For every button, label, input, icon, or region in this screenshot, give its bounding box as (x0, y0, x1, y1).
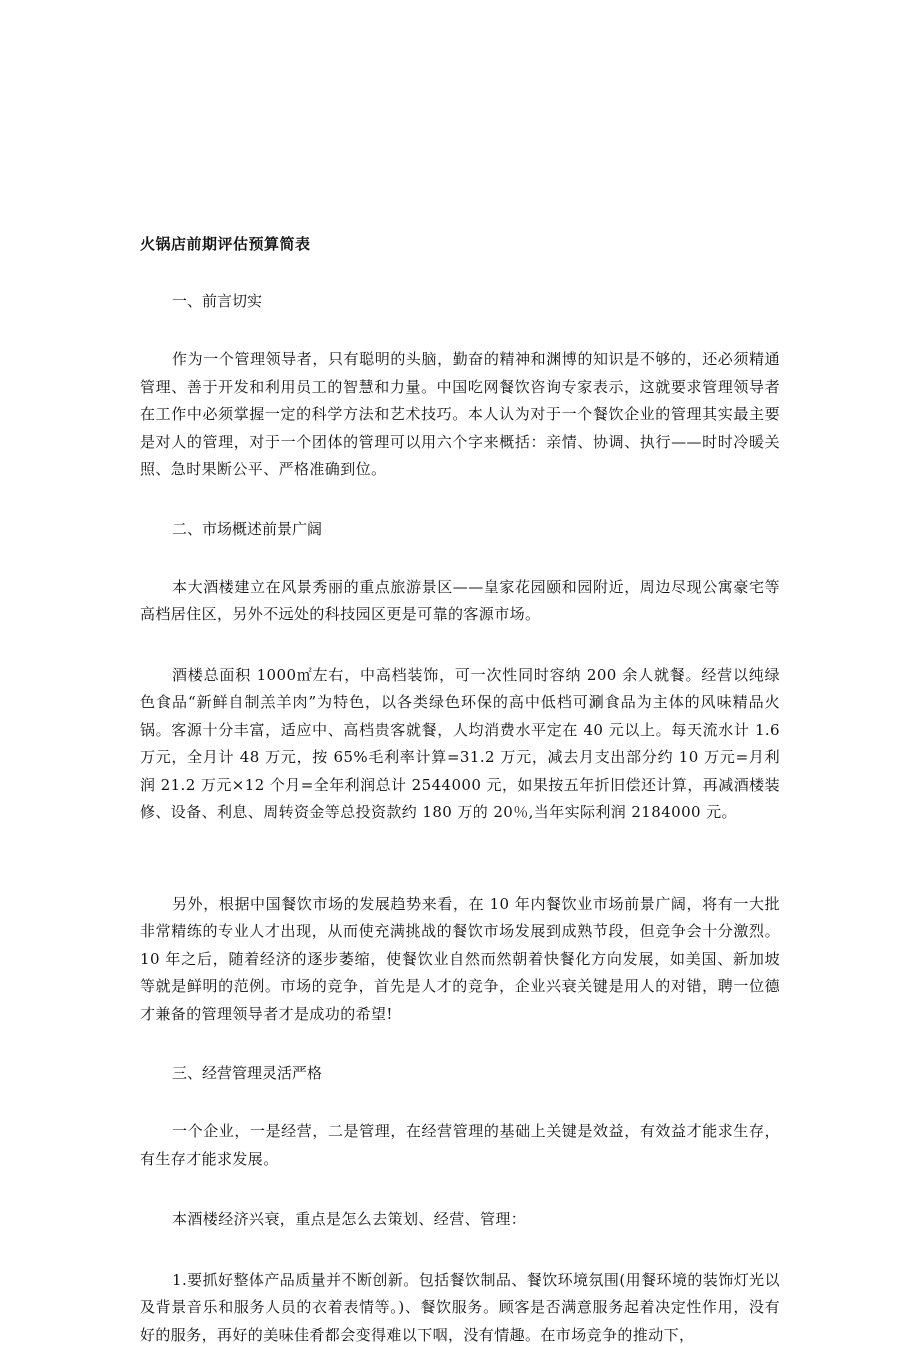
document-title: 火锅店前期评估预算简表 (140, 232, 780, 256)
spacer (140, 1234, 780, 1267)
paragraph-quality: 1.要抓好整体产品质量并不断创新。包括餐饮制品、餐饮环境氛围(用餐环境的装饰灯光以及背景音乐和服务人员的衣着表情等。)、餐饮服务。顾客是否满意服务起着决定性作用，没有好的服务，再好的美味佳肴都会变得难以下咽，没有情趣。在市场竞争的推动下， (140, 1267, 780, 1349)
spacer (140, 1173, 780, 1206)
spacer (140, 1085, 780, 1118)
section-heading-market: 二、市场概述前景广阔 (140, 517, 780, 541)
spacer (140, 484, 780, 517)
spacer (140, 629, 780, 662)
spacer (140, 541, 780, 574)
spacer (140, 256, 780, 289)
paragraph-management: 作为一个管理领导者，只有聪明的头脑，勤奋的精神和渊博的知识是不够的，还必须精通管理、善于开发和利用员工的智慧和力量。中国吃网餐饮咨询专家表示，这就要求管理领导者在工作中必须掌握一定的科学方法和艺术技巧。本人认为对于一个餐饮企业的管理其实最主要是对人的管理，对于一个团体的管理可以用六个字来概括：亲情、协调、执行——时时冷暖关照、急时果断公平、严格准确到位。 (140, 346, 780, 484)
spacer (140, 1028, 780, 1061)
paragraph-strategy: 本酒楼经济兴衰，重点是怎么去策划、经营、管理： (140, 1206, 780, 1234)
paragraph-location: 本大酒楼建立在风景秀丽的重点旅游景区——皇家花园颐和园附近，周边尽现公寓豪宅等高档居住区，另外不远处的科技园区更是可靠的客源市场。 (140, 574, 780, 629)
paragraph-budget: 酒楼总面积 1000㎡左右，中高档装饰，可一次性同时容纳 200 余人就餐。经营以纯绿色食品“新鲜自制羔羊肉”为特色，以各类绿色环保的高中低档可涮食品为主体的风味精品火锅。客源十分丰富，适应中、高档贵客就餐，人均消费水平定在 40 元以上。每天流水计 1.6 万元，全月计 48 万元，按 65%毛利率计算=31.2 万元，减去月支出部分约 10 万元=月利润 21.2 万元×12 个月=全年利润总计 2544000 元，如果按五年折旧偿还计算，再减酒楼装修、设备、利息、周转资金等总投资款约 180 万的 20％,当年实际利润 2184000 元。 (140, 662, 780, 827)
document-page (140, 232, 780, 1349)
section-heading-preface: 一、前言切实 (140, 289, 780, 313)
spacer (140, 827, 780, 891)
spacer (140, 313, 780, 346)
paragraph-market-trend: 另外，根据中国餐饮市场的发展趋势来看，在 10 年内餐饮业市场前景广阔，将有一大批非常精练的专业人才出现，从而使充满挑战的餐饮市场发展到成熟节段，但竞争会十分激烈。10 年之后，随着经济的逐步萎缩，使餐饮业自然而然朝着快餐化方向发展，如美国、新加坡等就是鲜明的范例。市场的竞争，首先是人才的竞争，企业兴衰关键是用人的对错，聘一位德才兼备的管理领导者才是成功的希望! (140, 891, 780, 1029)
section-heading-operations: 三、经营管理灵活严格 (140, 1061, 780, 1085)
paragraph-enterprise: 一个企业，一是经营，二是管理，在经营管理的基础上关键是效益，有效益才能求生存，有生存才能求发展。 (140, 1118, 780, 1173)
